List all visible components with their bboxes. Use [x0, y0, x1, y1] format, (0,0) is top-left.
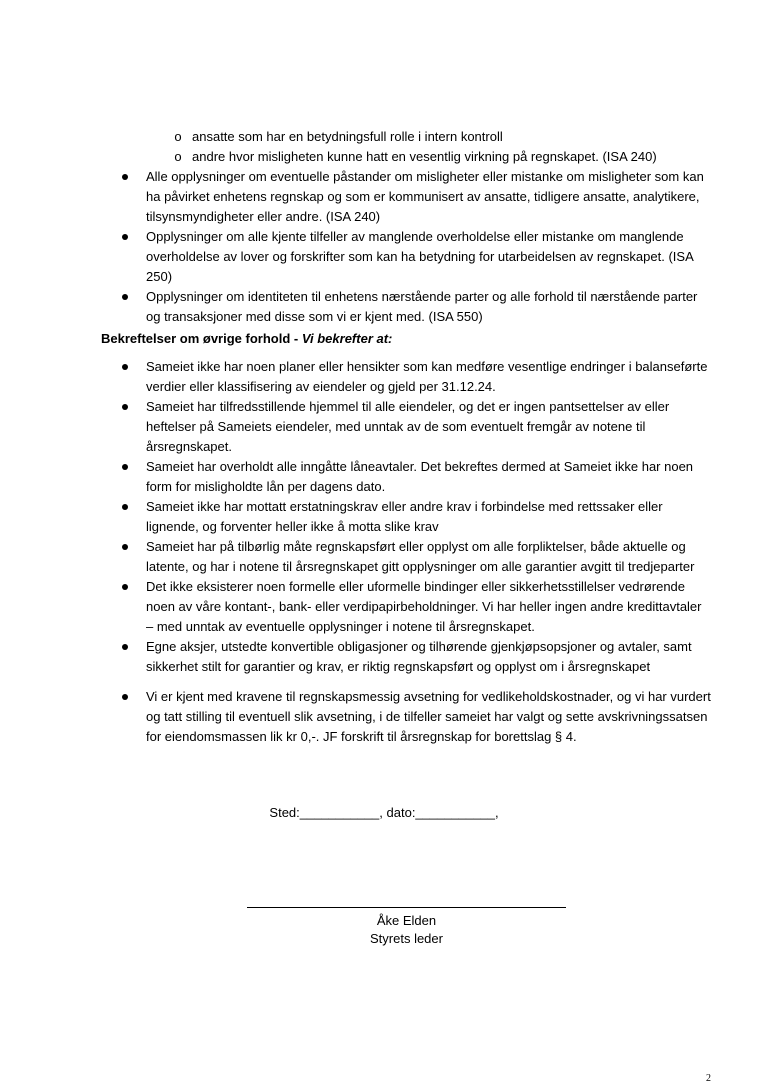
list-item — [0, 397, 768, 457]
bullet-icon — [122, 694, 128, 700]
section-heading-italic: Vi bekrefter at: — [301, 331, 393, 346]
list-item-line: Sameiet ikke har noen planer eller hensikter som kan medføre vesentlige endringer i balanseførte — [146, 359, 708, 374]
sub-list-item — [0, 127, 768, 147]
bullet-icon — [122, 234, 128, 240]
sub-list-item — [0, 147, 768, 167]
list-item-line: latente, og har i notene til årsregnskapet gitt opplysninger om alle garantier avgitt til tredjeparter — [146, 559, 695, 574]
sub-list — [0, 127, 768, 167]
bullet-icon — [122, 644, 128, 650]
sub-list-item-text: andre hvor misligheten kunne hatt en vesentlig virkning på regnskapet. (ISA 240) — [192, 149, 657, 164]
list-item — [0, 537, 768, 577]
bullet-icon — [122, 544, 128, 550]
signer-name: Åke Elden — [376, 913, 437, 928]
section-heading — [101, 329, 392, 349]
list-item-line: 250) — [146, 269, 173, 284]
sub-list-item-text: ansatte som har en betydningsfull rolle i intern kontroll — [192, 129, 503, 144]
confirmation-list — [0, 357, 768, 677]
list-item-line: form for misligholdte lån per dagens dato. — [146, 479, 386, 494]
list-item-line: tilsynsmyndigheter eller andre. (ISA 240) — [146, 209, 381, 224]
section-heading-bold: Bekreftelser om øvrige forhold - — [101, 331, 302, 346]
list-item — [0, 497, 768, 537]
list-item-line: – med unntak av eventuelle opplysninger i notene til årsregnskapet. — [146, 619, 535, 634]
bullet-icon — [122, 294, 128, 300]
list-item-line: for eiendomsmassen lik kr 0,-. JF forskrift til årsregnskap for borettslag § 4. — [146, 729, 577, 744]
list-item-line: ha påvirket enhetens regnskap og som er kommunisert av ansatte, tidligere ansatte, analytikere, — [146, 189, 700, 204]
signer-role: Styrets leder — [370, 931, 443, 946]
bullet-icon — [122, 504, 128, 510]
list-item — [0, 637, 768, 677]
disclosure-list — [0, 167, 768, 327]
bullet-icon — [122, 404, 128, 410]
list-item-line: Opplysninger om identiteten til enhetens nærstående parter og alle forhold til nærstående parter — [146, 289, 698, 304]
list-item-line: Egne aksjer, utstedte konvertible obligasjoner og tilhørende gjenkjøpsopsjoner og avtaler, samt — [146, 639, 692, 654]
list-item-line: sikkerhet stilt for garantier og krav, er riktig regnskapsført og opplyst om i årsregnskapet — [146, 659, 651, 674]
list-item-line: Vi er kjent med kravene til regnskapsmessig avsetning for vedlikeholdskostnader, og vi har vurdert — [146, 689, 711, 704]
list-item — [0, 227, 768, 287]
list-item-line: noen av våre kontant-, bank- eller verdipapirbeholdninger. Vi har heller ingen andre kredittavtaler — [146, 599, 702, 614]
list-item — [0, 287, 768, 327]
list-item-line: årsregnskapet. — [146, 439, 232, 454]
list-item — [0, 167, 768, 227]
signature-line — [247, 907, 566, 908]
circle-bullet-icon: o — [174, 149, 182, 164]
circle-bullet-icon: o — [174, 129, 182, 144]
list-item-line: Alle opplysninger om eventuelle påstander om misligheter eller mistanke om misligheter som kan — [146, 169, 704, 184]
list-item-line: verdier eller klassifisering av eiendeler og gjeld per 31.12.24. — [146, 379, 496, 394]
list-item-line: og tatt stilling til eventuell slik avsetning, i de tilfeller sameiet har valgt og sette avskrivningssatsen — [146, 709, 708, 724]
list-item-line: Sameiet har tilfredsstillende hjemmel til alle eiendeler, og det er ingen pantsettelser av eller — [146, 399, 670, 414]
place-date-line: Sted:___________, dato:___________, — [269, 805, 499, 820]
bullet-icon — [122, 174, 128, 180]
list-item-line: Sameiet har overholdt alle inngåtte låneavtaler. Det bekreftes dermed at Sameiet ikke har noen — [146, 459, 694, 474]
provision-list — [0, 687, 768, 747]
bullet-icon — [122, 364, 128, 370]
list-item-line: Sameiet ikke har mottatt erstatningskrav eller andre krav i forbindelse med rettssaker eller — [146, 499, 663, 514]
bullet-icon — [122, 584, 128, 590]
list-item-line: Det ikke eksisterer noen formelle eller uformelle bindinger eller sikkerhetsstillelser vedrørende — [146, 579, 686, 594]
list-item-line: Sameiet har på tilbørlig måte regnskapsført eller opplyst om alle forpliktelser, både aktuelle og — [146, 539, 686, 554]
list-item-line: Opplysninger om alle kjente tilfeller av manglende overholdelse eller mistanke om manglende — [146, 229, 684, 244]
page-number: 2 — [706, 1073, 711, 1084]
list-item — [0, 687, 768, 747]
list-item-line: lignende, og forventer heller ikke å motta slike krav — [146, 519, 439, 534]
list-item-line: og transaksjoner med disse som vi er kjent med. (ISA 550) — [146, 309, 483, 324]
list-item — [0, 577, 768, 637]
list-item-line: overholdelse av lover og forskrifter som kan ha betydning for utarbeidelsen av regnskapet. (ISA — [146, 249, 694, 264]
list-item — [0, 457, 768, 497]
list-item — [0, 357, 768, 397]
list-item-line: heftelser på Sameiets eiendeler, med unntak av de som eventuelt fremgår av notene til — [146, 419, 646, 434]
bullet-icon — [122, 464, 128, 470]
